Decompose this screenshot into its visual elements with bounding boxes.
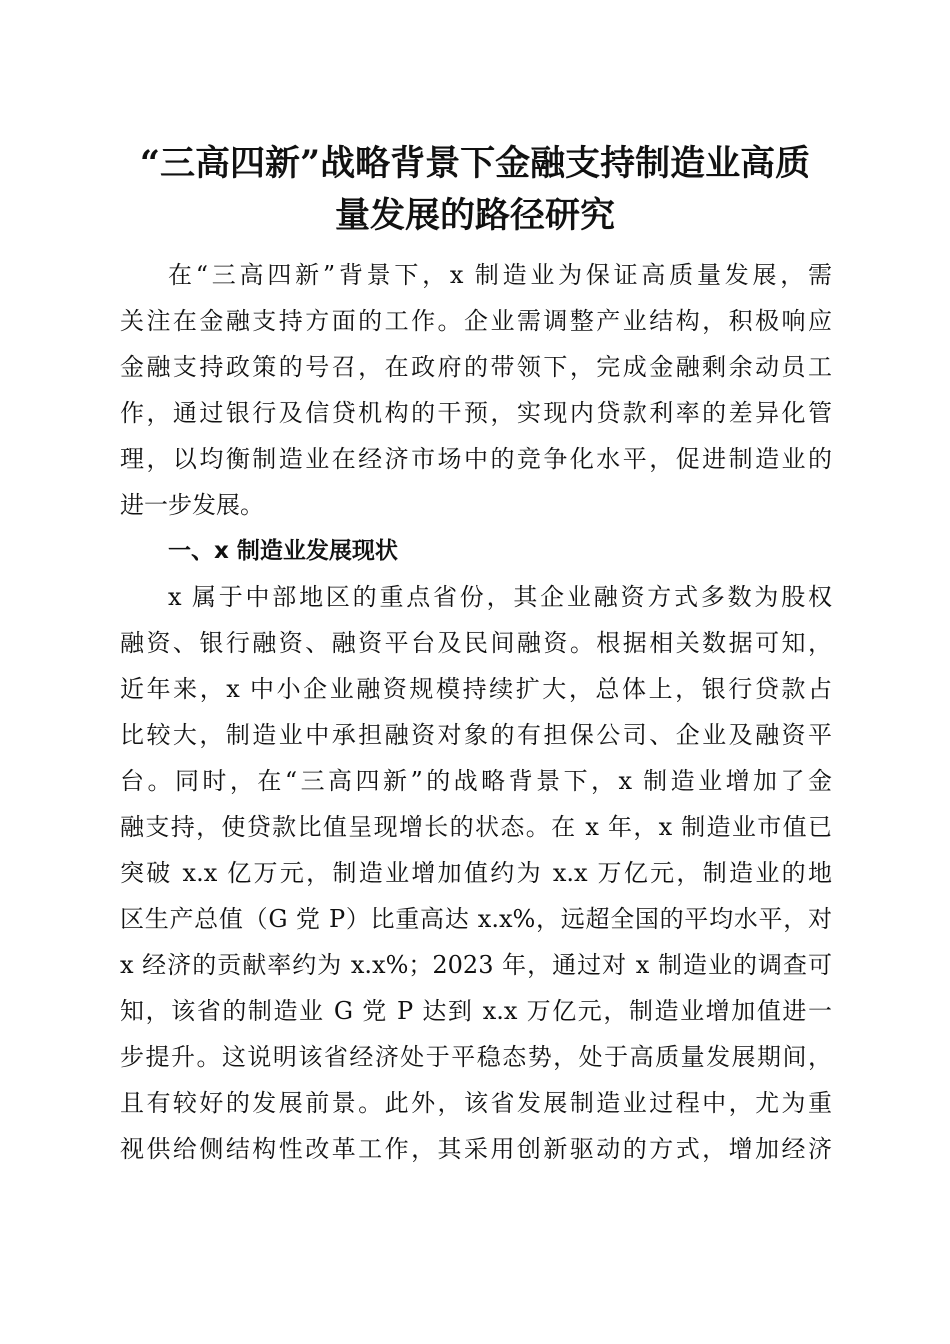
paragraph-line: x 属于中部地区的重点省份，其企业融资方式多数为股权 xyxy=(168,583,832,611)
paragraph-intro xyxy=(120,252,832,528)
paragraph-status xyxy=(120,574,832,1172)
paragraph-line: x 经济的贡献率约为 x.x%；2023 年，通过对 x 制造业的调查可 xyxy=(120,951,832,979)
paragraph-line: 比较大，制造业中承担融资对象的有担保公司、企业及融资平 xyxy=(120,721,832,749)
paragraph-line: 步提升。这说明该省经济处于平稳态势，处于高质量发展期间， xyxy=(120,1043,832,1071)
paragraph-line: 突破 x.x 亿万元，制造业增加值约为 x.x 万亿元，制造业的地 xyxy=(120,859,832,887)
paragraph-line: 作，通过银行及信贷机构的干预，实现内贷款利率的差异化管 xyxy=(120,399,832,427)
paragraph-line: 关注在金融支持方面的工作。企业需调整产业结构，积极响应 xyxy=(120,307,832,335)
paragraph-line: 近年来，x 中小企业融资规模持续扩大，总体上，银行贷款占 xyxy=(120,675,832,703)
paragraph-line: 且有较好的发展前景。此外，该省发展制造业过程中，尤为重 xyxy=(120,1089,832,1117)
paragraph-line: 在“三高四新”背景下，x 制造业为保证高质量发展，需 xyxy=(168,261,832,289)
paragraph-line: 视供给侧结构性改革工作，其采用创新驱动的方式，增加经济 xyxy=(120,1135,832,1163)
document-title xyxy=(100,138,850,242)
paragraph-line: 进一步发展。 xyxy=(120,491,264,519)
paragraph-line: 区生产总值（G 党 P）比重高达 x.x%，远超全国的平均水平，对 xyxy=(120,905,832,933)
paragraph-line: 知，该省的制造业 G 党 P 达到 x.x 万亿元，制造业增加值进一 xyxy=(120,997,832,1025)
paragraph-line: 理，以均衡制造业在经济市场中的竞争化水平，促进制造业的 xyxy=(120,445,832,473)
document-body xyxy=(120,252,832,1172)
paragraph-line: 台。同时，在“三高四新”的战略背景下，x 制造业增加了金 xyxy=(120,767,832,795)
section-heading: 一、x 制造业发展现状 xyxy=(168,538,398,564)
paragraph-line: 融资、银行融资、融资平台及民间融资。根据相关数据可知， xyxy=(120,629,832,657)
paragraph-line: 金融支持政策的号召，在政府的带领下，完成金融剩余动员工 xyxy=(120,353,832,381)
title-line-1: “三高四新”战略背景下金融支持制造业高质 xyxy=(139,143,811,184)
title-line-2: 量发展的路径研究 xyxy=(334,195,615,236)
paragraph-line: 融支持，使贷款比值呈现增长的状态。在 x 年，x 制造业市值已 xyxy=(120,813,832,841)
